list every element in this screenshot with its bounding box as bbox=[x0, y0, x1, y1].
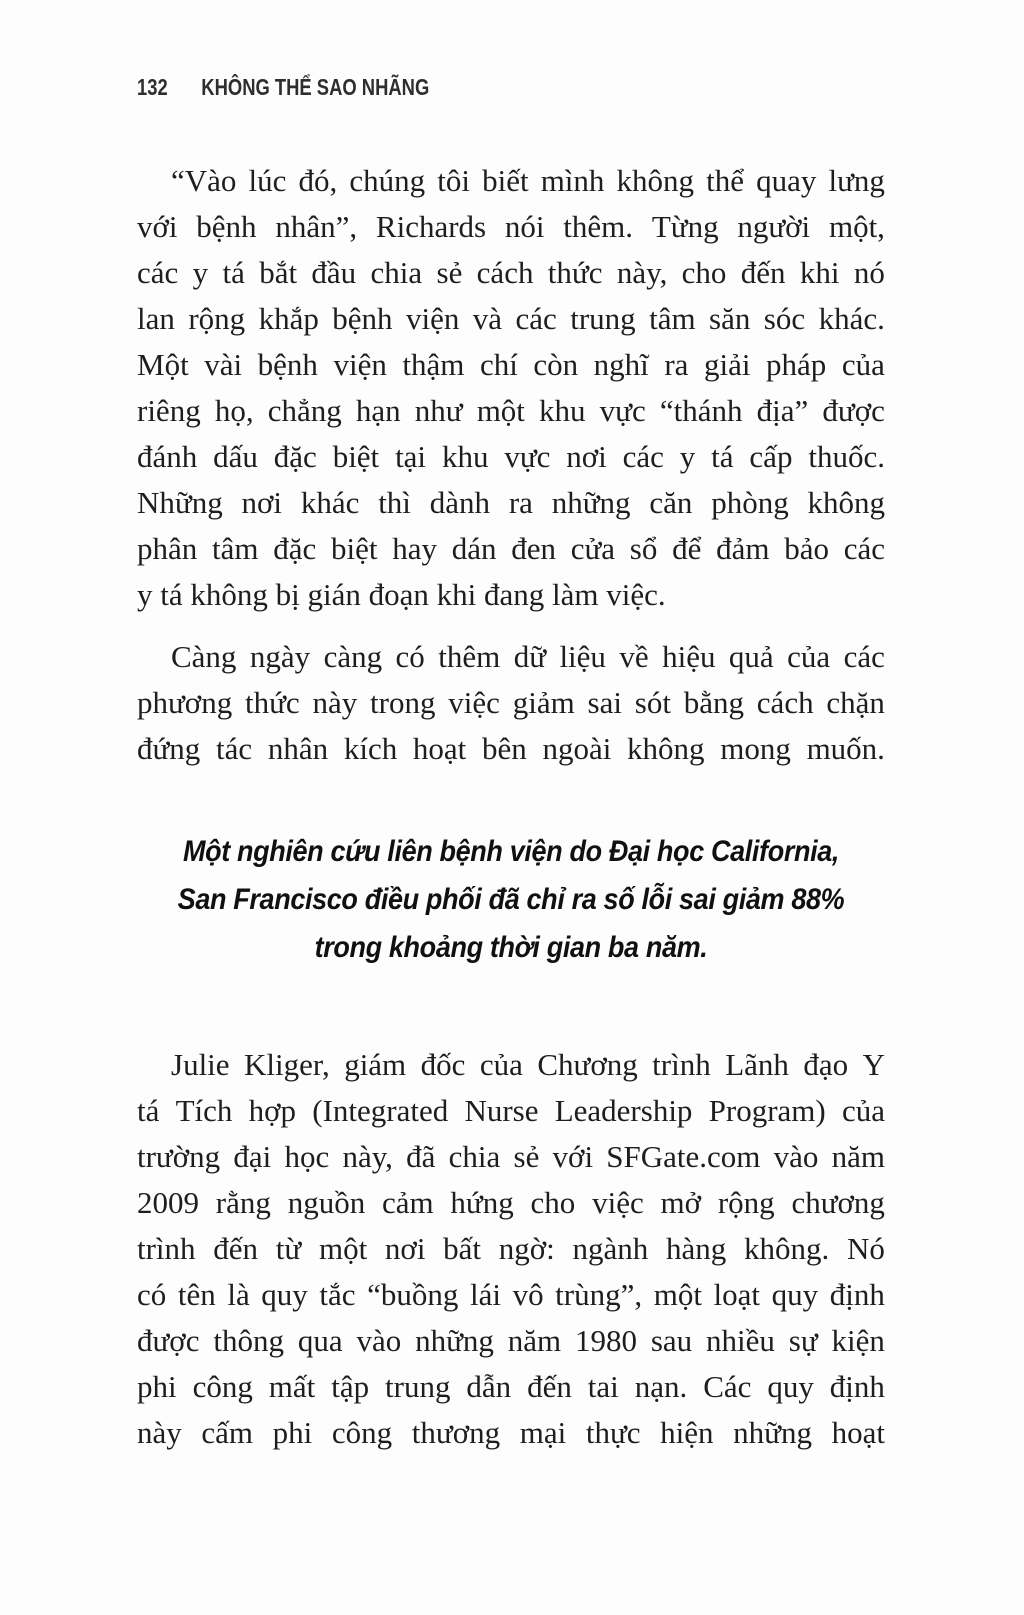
paragraph bbox=[137, 634, 885, 772]
pull-quote bbox=[174, 828, 847, 972]
text-line: Một vài bệnh viện thậm chí còn nghĩ ra giải pháp của bbox=[137, 347, 885, 382]
text-line: với bệnh nhân”, Richards nói thêm. Từng người một, bbox=[137, 209, 885, 244]
text-line: trình đến từ một nơi bất ngờ: ngành hàng không. Nó bbox=[137, 1231, 885, 1266]
text-line: 2009 rằng nguồn cảm hứng cho việc mở rộng chương bbox=[137, 1185, 885, 1220]
text-line: này cấm phi công thương mại thực hiện những hoạt bbox=[137, 1415, 885, 1450]
text-line: lan rộng khắp bệnh viện và các trung tâm săn sóc khác. bbox=[137, 301, 885, 336]
text-line: phân tâm đặc biệt hay dán đen cửa sổ để đảm bảo các bbox=[137, 531, 885, 566]
text-line: tá Tích hợp (Integrated Nurse Leadership Program) của bbox=[137, 1093, 885, 1128]
text-line: Julie Kliger, giám đốc của Chương trình Lãnh đạo Y bbox=[171, 1047, 885, 1082]
page-number: 132 bbox=[137, 74, 168, 100]
text-line: đánh dấu đặc biệt tại khu vực nơi các y tá cấp thuốc. bbox=[137, 439, 885, 474]
paragraph bbox=[137, 158, 885, 618]
text-line: Càng ngày càng có thêm dữ liệu về hiệu quả của các bbox=[171, 639, 885, 674]
text-line: “Vào lúc đó, chúng tôi biết mình không thể quay lưng bbox=[171, 163, 885, 198]
paragraph bbox=[137, 1042, 885, 1456]
text-line: y tá không bị gián đoạn khi đang làm việc. bbox=[137, 577, 666, 612]
text-line: Những nơi khác thì dành ra những căn phòng không bbox=[137, 485, 885, 520]
text-line: riêng họ, chẳng hạn như một khu vực “thánh địa” được bbox=[137, 393, 885, 428]
page-header bbox=[137, 74, 429, 101]
text-line: trường đại học này, đã chia sẻ với SFGate.com vào năm bbox=[137, 1139, 885, 1174]
text-line: có tên là quy tắc “buồng lái vô trùng”, một loạt quy định bbox=[137, 1277, 885, 1312]
pull-quote-line: trong khoảng thời gian ba năm. bbox=[314, 931, 708, 964]
text-line: phi công mất tập trung dẫn đến tai nạn. Các quy định bbox=[137, 1369, 885, 1404]
running-title: KHÔNG THỂ SAO NHÃNG bbox=[201, 74, 430, 100]
text-line: các y tá bắt đầu chia sẻ cách thức này, cho đến khi nó bbox=[137, 255, 885, 290]
text-line: đứng tác nhân kích hoạt bên ngoài không mong muốn. bbox=[137, 731, 885, 766]
pull-quote-line: San Francisco điều phối đã chỉ ra số lỗi sai giảm 88% bbox=[177, 883, 845, 916]
pull-quote-line: Một nghiên cứu liên bệnh viện do Đại học California, bbox=[182, 835, 840, 868]
text-line: được thông qua vào những năm 1980 sau nhiều sự kiện bbox=[137, 1323, 885, 1358]
text-line: phương thức này trong việc giảm sai sót bằng cách chặn bbox=[137, 685, 885, 720]
